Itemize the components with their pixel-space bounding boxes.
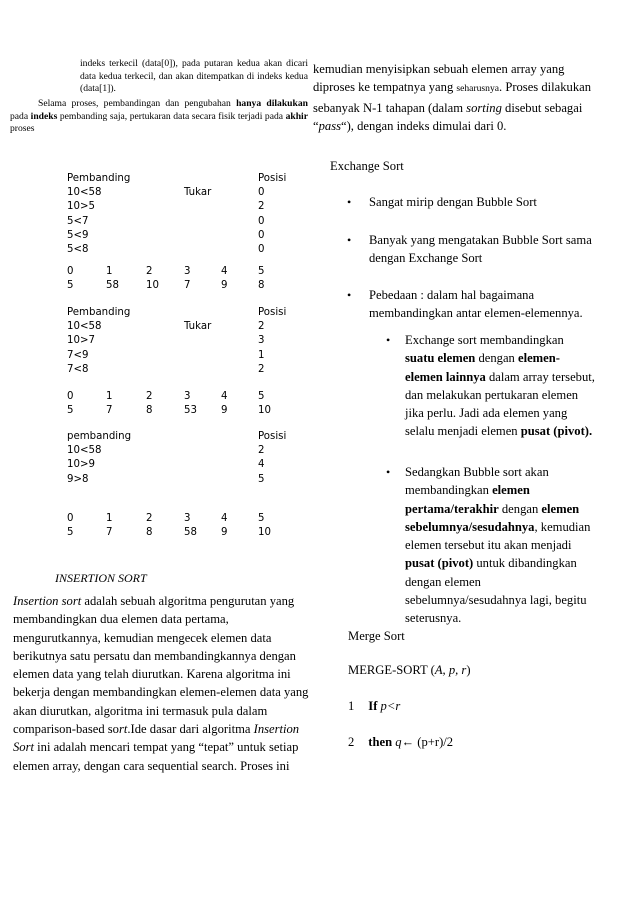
value-cell: 7 [106, 527, 113, 539]
index-cell: 0 [67, 391, 74, 402]
array-state [0, 265, 320, 293]
index-row [0, 265, 320, 279]
position-cell: 2 [258, 201, 265, 213]
comparison-cell: 10<58 [67, 445, 102, 457]
index-cell: 3 [184, 391, 191, 402]
value-row [0, 404, 320, 418]
table-row [0, 243, 320, 257]
value-cell: 58 [184, 527, 197, 539]
merge-sort-heading: Merge Sort [348, 629, 405, 643]
indent-paragraph: indeks terkecil (data[0]), pada putaran kedua akan dicari data kedua terkecil, dan akan ditempatkan di indeks kedua (data[1]). [80, 58, 308, 94]
sub-bullet-exchange: Exchange sort membandingkan suatu elemen dengan elemen-elemen lainnya dalam array tersebut, dan melakukan pertukaran elemen jika perlu. Jadi ada elemen yang selalu menjadi elemen pusat (pivot). [405, 333, 595, 439]
value-cell: 5 [67, 280, 74, 292]
array-state [0, 390, 320, 418]
index-cell: 5 [258, 266, 265, 277]
index-cell: 0 [67, 266, 74, 277]
value-cell: 58 [106, 280, 119, 292]
table-row [0, 458, 320, 472]
action-cell: Tukar [184, 187, 212, 199]
value-cell: 5 [67, 527, 74, 539]
bullet-icon: • [347, 195, 352, 209]
table-row [0, 473, 320, 487]
value-cell: 10 [258, 527, 271, 539]
table-header [0, 430, 320, 444]
index-cell: 4 [221, 266, 228, 277]
position-cell: 0 [258, 187, 265, 199]
comparison-cell: 9>8 [67, 473, 89, 485]
bullet-icon: • [386, 465, 391, 479]
index-cell: 1 [106, 266, 113, 277]
table-header [0, 172, 320, 186]
comparison-cell: 10>9 [67, 459, 95, 471]
value-row [0, 526, 320, 540]
header-pembanding: pembanding [67, 431, 132, 442]
comparison-table [0, 172, 320, 257]
comparison-cell: 10<58 [67, 187, 102, 199]
table-row [0, 229, 320, 243]
position-cell: 1 [258, 349, 265, 361]
table-row [0, 215, 320, 229]
value-cell: 10 [258, 405, 271, 417]
bullet-icon: • [347, 288, 352, 302]
index-cell: 5 [258, 513, 265, 524]
comparison-cell: 7<9 [67, 349, 89, 361]
index-cell: 1 [106, 391, 113, 402]
comparison-cell: 10>7 [67, 335, 95, 347]
position-cell: 2 [258, 363, 265, 375]
array-state [0, 512, 320, 540]
comparison-cell: 7<8 [67, 363, 89, 375]
merge-sort-signature: MERGE-SORT (A, p, r) [348, 663, 471, 677]
index-cell: 2 [146, 391, 153, 402]
table-row [0, 349, 320, 363]
header-pembanding: Pembanding [67, 307, 131, 318]
table-row [0, 200, 320, 214]
position-cell: 4 [258, 459, 265, 471]
table-row [0, 320, 320, 334]
position-cell: 0 [258, 215, 265, 227]
insertion-sort-heading: INSERTION SORT [55, 571, 147, 585]
comparison-cell: 10<58 [67, 321, 102, 333]
paragraph-selama: Selama proses, pembandingan dan pengubahan hanya dilakukan pada indeks pembanding saja, pertukaran data secara fisik terjadi pada akhir proses [10, 98, 308, 134]
value-cell: 8 [146, 527, 153, 539]
comparison-cell: 5<7 [67, 215, 89, 227]
value-cell: 9 [221, 527, 228, 539]
index-cell: 5 [258, 391, 265, 402]
position-cell: 2 [258, 321, 265, 333]
header-posisi: Posisi [258, 173, 287, 184]
index-cell: 3 [184, 513, 191, 524]
comparison-cell: 5<8 [67, 243, 89, 255]
value-cell: 5 [67, 405, 74, 417]
index-cell: 4 [221, 513, 228, 524]
value-cell: 9 [221, 280, 228, 292]
value-cell: 8 [258, 280, 265, 292]
header-posisi: Posisi [258, 431, 287, 442]
value-cell: 7 [106, 405, 113, 417]
position-cell: 0 [258, 229, 265, 241]
index-cell: 1 [106, 513, 113, 524]
action-cell: Tukar [184, 321, 212, 333]
sub-bullet-bubble: Sedangkan Bubble sort akan membandingkan elemen pertama/terakhir dengan elemen sebelumnya/sesudahnya, kemudian elemen tersebut itu akan menjadi pusat (pivot) untuk dibandingkan dengan elemen sebelumnya/sesudahnya lagi, begitu seterusnya. [405, 465, 591, 626]
table-header [0, 306, 320, 320]
exchange-sort-heading: Exchange Sort [330, 159, 404, 173]
bullet-item: Pebedaan : dalam hal bagaimana membandingkan antar elemen-elemennya. [369, 288, 583, 321]
table-row [0, 363, 320, 377]
paragraph-kemudian: kemudian menyisipkan sebuah elemen array yang diproses ke tempatnya yang seharusnya. Proses dilakukan sebanyak N-1 tahapan (dalam sorting disebut sebagai “pass“), dengan indeks dimulai dari 0. [313, 62, 592, 133]
table-row [0, 444, 320, 458]
index-cell: 2 [146, 266, 153, 277]
bullet-item: Banyak yang mengatakan Bubble Sort sama dengan Exchange Sort [369, 233, 592, 266]
comparison-table [0, 430, 320, 487]
bullet-icon: • [347, 233, 352, 247]
value-cell: 7 [184, 280, 191, 292]
value-cell: 53 [184, 405, 197, 417]
pseudocode-line-2: 2 then q← (p+r)/2 [348, 735, 454, 749]
index-cell: 0 [67, 513, 74, 524]
value-cell: 8 [146, 405, 153, 417]
value-row [0, 279, 320, 293]
value-cell: 9 [221, 405, 228, 417]
comparison-table [0, 306, 320, 377]
index-row [0, 512, 320, 526]
header-posisi: Posisi [258, 307, 287, 318]
comparison-cell: 5<9 [67, 229, 89, 241]
pseudocode-line-1: 1 If p<r [348, 699, 401, 713]
index-cell: 2 [146, 513, 153, 524]
position-cell: 2 [258, 445, 265, 457]
position-cell: 5 [258, 473, 265, 485]
table-row [0, 334, 320, 348]
value-cell: 10 [146, 280, 159, 292]
position-cell: 0 [258, 243, 265, 255]
index-cell: 3 [184, 266, 191, 277]
bullet-item: Sangat mirip dengan Bubble Sort [369, 195, 537, 209]
index-cell: 4 [221, 391, 228, 402]
table-row [0, 186, 320, 200]
position-cell: 3 [258, 335, 265, 347]
bullet-icon: • [386, 333, 391, 347]
index-row [0, 390, 320, 404]
insertion-sort-paragraph: Insertion sort adalah sebuah algoritma pengurutan yang membandingkan dua elemen data pertama, mengurutkannya, kemudian mengecek elemen data berikutnya satu persatu dan membandingkannya dengan elemen data yang telah diurutkan. Karena algoritma ini bekerja dengan membandingkan elemen-elemen data yang akan diurutkan, algoritma ini termasuk pula dalam comparison-based sort.Ide dasar dari algoritma Insertion Sort ini adalah mencari tempat yang “tepat” untuk setiap elemen array, dengan cara sequential search. Proses ini [13, 594, 309, 773]
comparison-cell: 10>5 [67, 201, 95, 213]
header-pembanding: Pembanding [67, 173, 131, 184]
